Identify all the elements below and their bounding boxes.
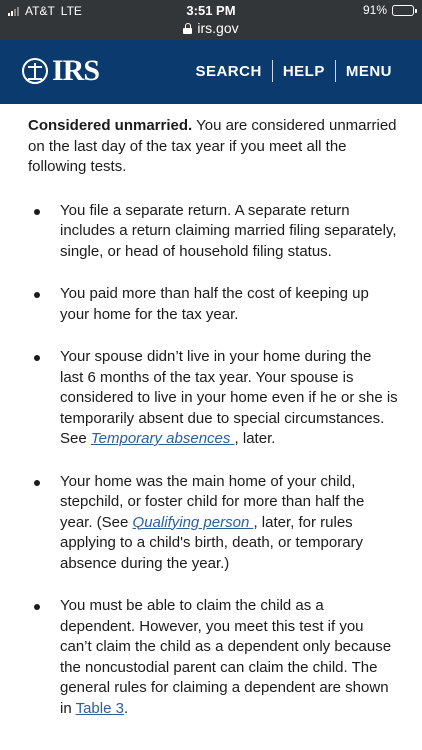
help-button[interactable]: HELP (282, 62, 325, 80)
list-item-text: . (123, 699, 129, 717)
temporary-absences-link[interactable]: Temporary absences (90, 430, 235, 447)
address-bar[interactable] (0, 20, 422, 36)
status-bar (0, 0, 422, 40)
list-item-text: , later, for rules applying to a child's birth, death, or temporary absence during the year.) (60, 513, 364, 572)
intro-text: You are considered unmarried on the last day of the tax year if you meet all the following tests. (28, 117, 397, 175)
list-item (28, 596, 398, 719)
list-item-text: Your spouse didn’t live in your home during the last 6 months of the tax year. Your spouse is considered to live in your home even if he or she is temporarily absent due to special circumstances. See (60, 348, 398, 447)
url-text: irs.gov (197, 20, 239, 36)
list-item (28, 284, 398, 325)
logo-text: IRS (52, 54, 100, 87)
main-nav (185, 60, 402, 82)
bullet-icon (34, 292, 40, 298)
battery-icon (392, 5, 414, 16)
list-item-text: You paid more than half the cost of keeping up your home for the tax year. (60, 285, 369, 323)
qualifying-person-link[interactable]: Qualifying person (132, 513, 254, 531)
carrier-name: AT&T (25, 4, 55, 18)
network-type: LTE (60, 4, 82, 18)
intro-term: Considered unmarried. (28, 117, 193, 134)
nav-divider (272, 60, 273, 82)
test-list (28, 201, 398, 720)
list-item-text: Your home was the main home of your child, stepchild, or foster child for more than half the year. (See (60, 472, 365, 531)
article-content (28, 116, 398, 741)
search-button[interactable]: SEARCH (195, 62, 262, 80)
bullet-icon (34, 209, 40, 215)
bullet-icon (34, 480, 40, 486)
list-item-text: You file a separate return. A separate return includes a return claiming married filing separately, single, or head of household filing status. (60, 201, 397, 260)
irs-logo[interactable] (22, 54, 99, 88)
battery-percent: 91% (362, 3, 387, 17)
eagle-seal-icon (22, 58, 48, 84)
list-item-text: You must be able to claim the child as a dependent. However, you meet this test if you can’t claim the child as a dependent only because the noncustodial parent can claim the child. The general rules for claiming a dependent are shown in (60, 597, 392, 717)
site-header (0, 40, 422, 104)
bullet-icon (34, 355, 40, 361)
list-item (28, 472, 398, 575)
list-item-text: , later. (234, 430, 276, 447)
lock-icon (183, 23, 192, 34)
nav-divider (335, 60, 336, 82)
table-3-link[interactable]: Table 3 (75, 699, 124, 717)
menu-button[interactable]: MENU (345, 62, 392, 80)
clock: 3:51 PM (186, 3, 236, 18)
bullet-icon (34, 604, 40, 610)
list-item (28, 201, 398, 263)
battery-status (363, 3, 414, 17)
list-item (28, 347, 398, 450)
intro-paragraph (28, 116, 398, 178)
